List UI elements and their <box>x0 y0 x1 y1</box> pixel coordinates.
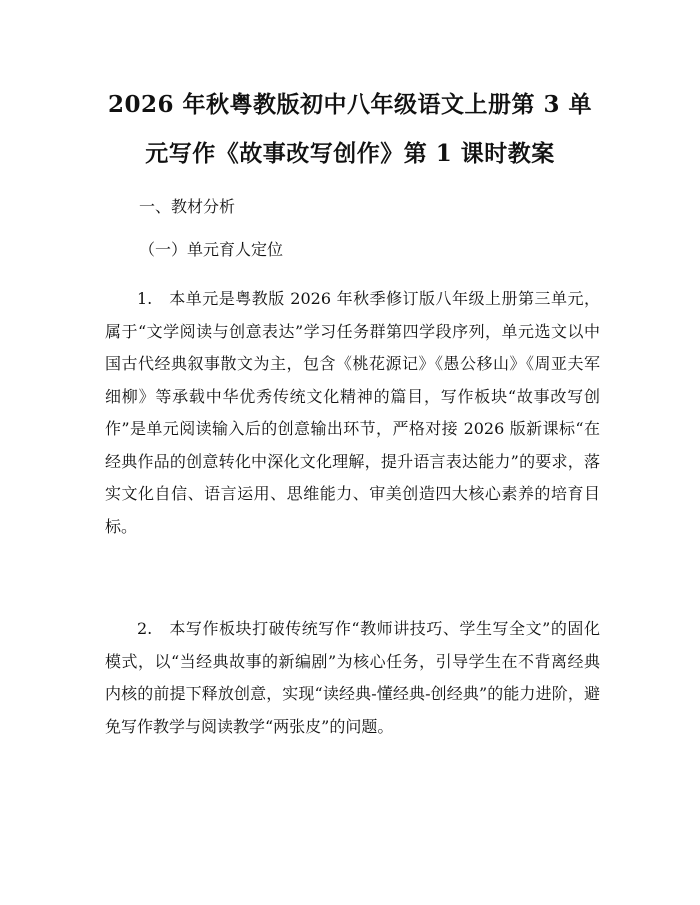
document-title-line-1: 2026 年秋粤教版初中八年级语文上册第 3 单 <box>107 91 593 118</box>
section-heading: 一、教材分析 <box>139 197 236 216</box>
paragraph-1: 1. 本单元是粤教版 2026 年秋季修订版八年级上册第三单元，属于“文学阅读与创意表达”学习任务群第四学段序列，单元选文以中国古代经典叙事散文为主，包含《桃花源记》《愚公移山》《周亚夫军细柳》等承载中华优秀传统文化精神的篇目，写作板块“故事改写创作”是单元阅读输入后的创意输出环节，严格对接 2026 版新课标“在经典作品的创意转化中深化文化理解，提升语言表达能力”的要求，落实文化自信、语言运用、思维能力、审美创造四大核心素养的培育目标。 <box>105 289 600 536</box>
paragraph-2: 2. 本写作板块打破传统写作“教师讲技巧、学生写全文”的固化模式，以“当经典故事的新编剧”为核心任务，引导学生在不背离经典内核的前提下释放创意，实现“读经典-懂经典-创经典”的能力进阶，避免写作教学与阅读教学“两张皮”的问题。 <box>105 619 600 736</box>
subsection-heading: （一）单元育人定位 <box>139 240 284 259</box>
document-title-line-2: 元写作《故事改写创作》第 1 课时教案 <box>145 140 555 167</box>
